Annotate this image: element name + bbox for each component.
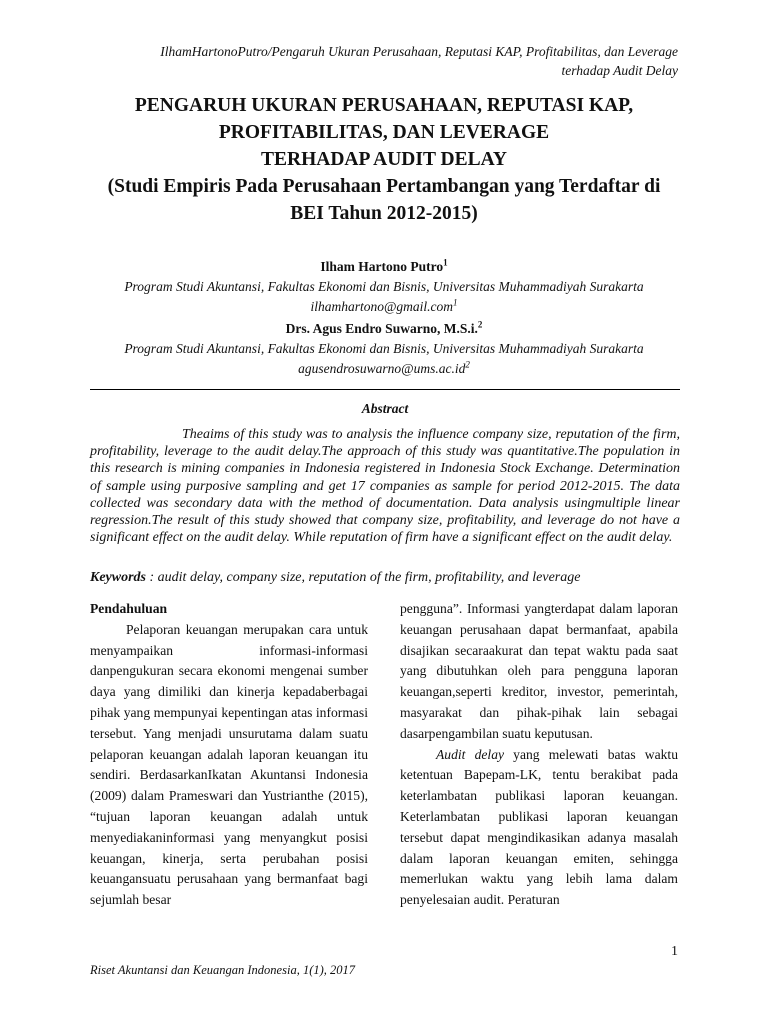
title-line2: PROFITABILITAS, DAN LEVERAGE [218,122,550,143]
abstract-heading: Abstract [361,401,409,416]
author-1-sup: 1 [443,257,448,268]
running-head-line2: terhadap Audit Delay [561,63,678,78]
running-head [80,42,678,80]
title-line4: (Studi Empiris Pada Perusahaan Pertambangan yang Terdaftar di [107,176,661,197]
page-number: 1 [671,944,678,959]
author-1-name: Ilham Hartono Putro$^1$ [320,257,448,274]
body-right-column [400,599,678,911]
author-1-affiliation: Program Studi Akuntansi, Fakultas Ekonomi dan Bisnis, Universitas Muhammadiyah Surakarta [124,279,644,294]
abstract-text: Theaims of this study was to analysis the influence company size, reputation of the firm, profitability, leverage to the audit delay.The approach of this study was quantitative.The population in this research is mining companies in Indonesia registered in Indonesia Stock Exchange. Determination of sample using purposive sampling and get 17 companies as sample for period 2012-2015. The data collected was secondary data with the method of documentation. Data analysis usingmultiple linear regression.The result of this study showed that company size, profitability, and leverage do not have a significant effect on the audit delay. While reputation of firm have a significant effect on the audit delay. [90,427,680,546]
author-2-email: $agusendrosuwarno@ums.ac.id^2$ [298,359,470,376]
section-heading-pendahuluan: Pendahuluan [90,601,168,616]
title-line1: PENGARUH UKURAN PERUSAHAAN, REPUTASI KAP, [134,95,634,116]
left-paragraph: Pelaporan keuangan merupakan cara untuk menyampaikan informasi-informasi danpengukuran secara ekonomi mengenai sumber daya yang dimiliki dan kinerja kepadaberbagai pihak yang mempunyai kepentingan atas informasi tersebut. Yang menjadi unsurutama dalam suatu pelaporan keuangan adalah laporan keuangan itu sendiri. BerdasarkanIkatan Akuntansi Indonesia (2009) dalam Prameswari dan Yustrianthe (2015), “tujuan laporan keuangan adalah untuk menyediakaninformasi yang menyangkut posisi keuangan, kinerja, serta perubahan posisi keuangansuatu perusahaan yang bermanfaat bagi sejumlah besar [90,621,368,908]
title-line3: TERHADAP AUDIT DELAY [261,149,507,170]
keywords [90,569,680,586]
keywords-text: : audit delay, company size, reputation of the firm, profitability, and leverage [146,570,581,585]
keywords-label: Keywords [90,570,146,585]
running-head-line1: IlhamHartonoPutro/Pengaruh Ukuran Perusahaan, Reputasi KAP, Profitabilitas, dan Leverage [160,44,678,59]
body-left-column [90,599,368,911]
author-2-affiliation: Program Studi Akuntansi, Fakultas Ekonomi dan Bisnis, Universitas Muhammadiyah Surakarta [124,341,644,356]
paper-title [70,92,698,227]
journal-footer: Riset Akuntansi dan Keuangan Indonesia, 1(1), 2017 [90,963,356,977]
right-paragraph-2: Audit delay yang melewati batas waktu ketentuan Bapepam-LK, tentu berakibat pada keterlambatan publikasi laporan keuangan. Keterlambatan publikasi laporan keuangan tersebut dapat mengindikasikan adanya masalah dalam laporan keuangan emiten, sehingga memerlukan waktu yang lebih lama dalam penyelesaian audit. Peraturan [400,746,678,908]
title-line5: BEI Tahun 2012-2015) [290,203,478,224]
author-2-name: Drs. Agus Endro Suwarno, M.S.i.$^2$ [285,319,483,336]
header-divider [90,389,680,390]
author-1-email: ilhamhartono@gmail.com$^1$ [310,297,458,314]
author-2-sup: 2 [477,319,483,330]
right-paragraph-1: pengguna”. Informasi yangterdapat dalam laporan keuangan perusahaan dapat bermanfaat, apabila disajikan secaraakurat dan tepat waktu pada saat yang dibutuhkan oleh para pengguna laporan keuangan,seperti kreditor, investor, pemerintah, masyarakat dan pihak-pihak lain sebagai dasarpengambilan suatu keputusan. [400,601,678,741]
